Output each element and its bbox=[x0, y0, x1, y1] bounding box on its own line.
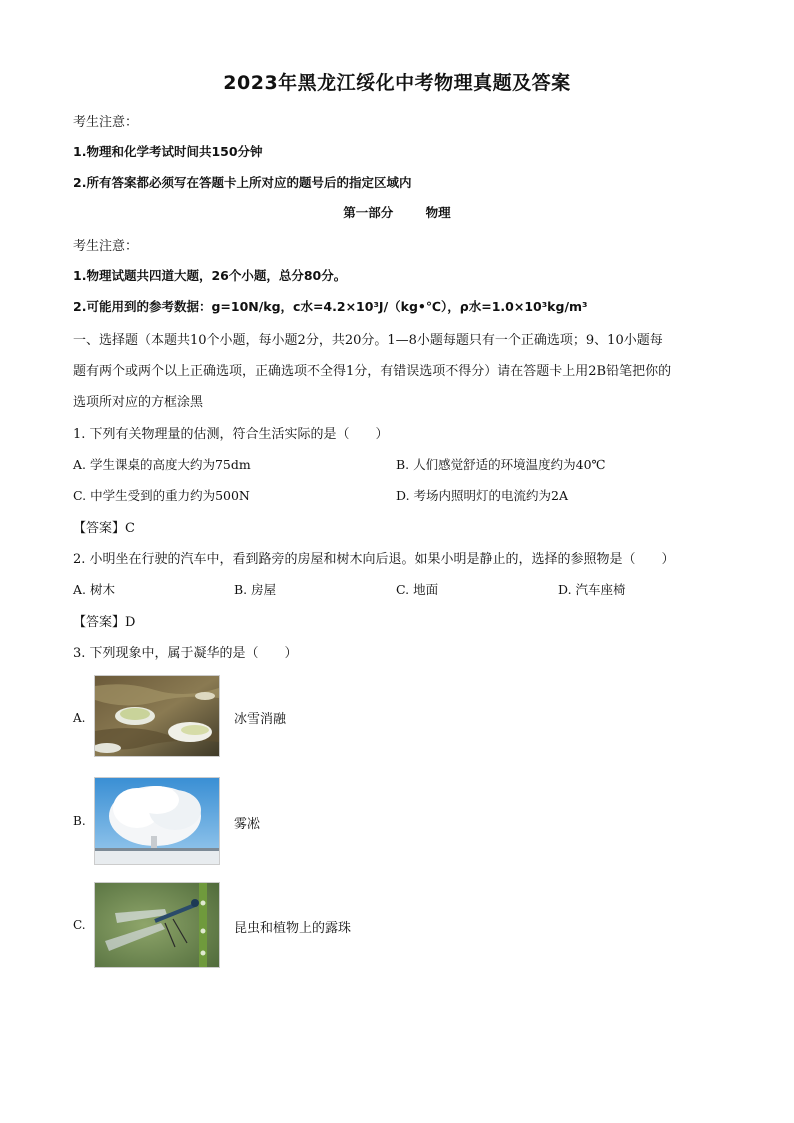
melting-ice-image bbox=[94, 675, 220, 757]
q2-option-d: D. 汽车座椅 bbox=[558, 582, 626, 597]
q2-answer: 【答案】D bbox=[73, 615, 136, 630]
q1-option-c: C. 中学生受到的重力约为500N bbox=[73, 488, 250, 503]
q3-option-c-letter: C. bbox=[73, 918, 86, 932]
notice1-item-1: 1.物理和化学考试时间共150分钟 bbox=[73, 144, 263, 159]
q2-option-b: B. 房屋 bbox=[234, 582, 277, 597]
notice1-item-2: 2.所有答案都必须写在答题卡上所对应的题号后的指定区域内 bbox=[73, 175, 412, 190]
q3-option-a-letter: A. bbox=[73, 711, 86, 725]
section1-line-1: 一、选择题（本题共10个小题，每小题2分，共20分。1—8小题每题只有一个正确选项；9、10小题每 bbox=[73, 333, 663, 348]
q2-stem: 2. 小明坐在行驶的汽车中，看到路旁的房屋和树木向后退。如果小明是静止的，选择的参照物是（ ） bbox=[73, 552, 675, 567]
q1-option-d: D. 考场内照明灯的电流约为2A bbox=[396, 488, 569, 503]
q1-answer: 【答案】C bbox=[73, 521, 135, 536]
notice2-item-2: 2.可能用到的参考数据：g=10N/kg，c水=4.2×10³J/（kg•℃），ρ水=1.0×10³kg/m³ bbox=[73, 299, 588, 314]
q3-option-a-label: 冰雪消融 bbox=[234, 712, 287, 727]
part-label: 第一部分 bbox=[343, 205, 394, 220]
q1-option-a: A. 学生课桌的高度大约为75dm bbox=[73, 457, 251, 472]
dragonfly-dew-illustration bbox=[95, 883, 219, 967]
rime-tree-image bbox=[94, 777, 220, 865]
notice1-heading: 考生注意： bbox=[73, 115, 139, 130]
notice2-heading: 考生注意： bbox=[73, 239, 139, 254]
dragonfly-dew-image bbox=[94, 882, 220, 968]
q3-stem: 3. 下列现象中，属于凝华的是（ ） bbox=[73, 646, 298, 661]
q1-stem: 1. 下列有关物理量的估测，符合生活实际的是（ ） bbox=[73, 427, 389, 442]
q3-option-b-label: 雾凇 bbox=[234, 817, 261, 832]
notice2-item-1: 1.物理试题共四道大题，26个小题，总分80分。 bbox=[73, 268, 347, 283]
q3-option-c-label: 昆虫和植物上的露珠 bbox=[234, 921, 352, 936]
q1-option-b: B. 人们感觉舒适的环境温度约为40℃ bbox=[396, 457, 606, 472]
part-subject: 物理 bbox=[425, 205, 451, 220]
q2-option-c: C. 地面 bbox=[396, 582, 439, 597]
page-title: 2023年黑龙江绥化中考物理真题及答案 bbox=[223, 72, 571, 94]
q2-option-a: A. 树木 bbox=[73, 582, 115, 597]
section1-line-2: 题有两个或两个以上正确选项，正确选项不全得1分，有错误选项不得分）请在答题卡上用2B铅笔把你的 bbox=[73, 364, 672, 379]
q3-option-b-letter: B. bbox=[73, 814, 86, 828]
part-heading bbox=[0, 203, 794, 221]
section1-line-3: 选项所对应的方框涂黑 bbox=[73, 395, 204, 410]
melting-ice-illustration bbox=[95, 676, 219, 756]
rime-tree-illustration bbox=[95, 778, 219, 864]
